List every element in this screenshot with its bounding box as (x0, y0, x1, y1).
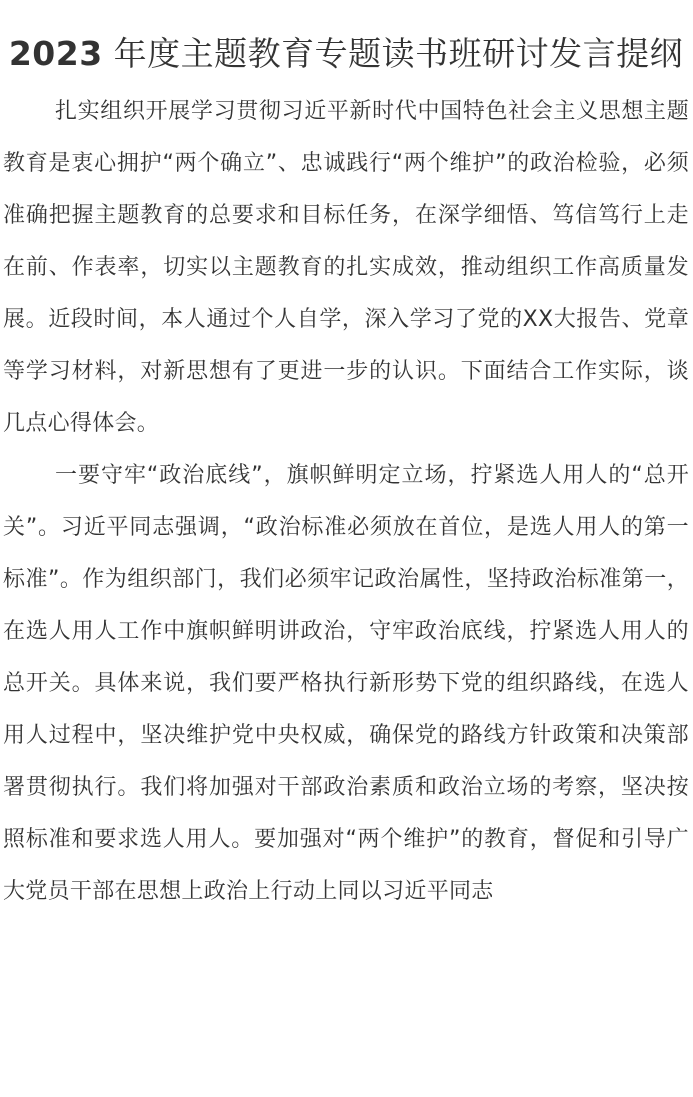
paragraph-point-one: 一要守牢“政治底线”，旗帜鲜明定立场，拧紧选人用人的“总开关”。习近平同志强调，“政治标准必须放在首位，是选人用人的第一标准”。作为组织部门，我们必须牢记政治属性，坚持政治标准第一，在选人用人工作中旗帜鲜明讲政治，守牢政治底线，拧紧选人用人的总开关。具体来说，我们要严格执行新形势下党的组织路线，在选人用人过程中，坚决维护党中央权威，确保党的路线方针政策和决策部署贯彻执行。我们将加强对干部政治素质和政治立场的考察，坚决按照标准和要求选人用人。要加强对“两个维护”的教育，督促和引导广大党员干部在思想上政治上行动上同以习近平同志 (3, 463, 689, 904)
title-text: 年度主题教育专题读书班研讨发言提纲 (113, 34, 684, 73)
paragraph-intro: 扎实组织开展学习贯彻习近平新时代中国特色社会主义思想主题教育是衷心拥护“两个确立”、忠诚践行“两个维护”的政治检验，必须准确把握主题教育的总要求和目标任务，在深学细悟、笃信笃行上走在前、作表率，切实以主题教育的扎实成效，推动组织工作高质量发展。近段时间，本人通过个人自学，深入学习了党的XX大报告、党章等学习材料，对新思想有了更进一步的认识。下面结合工作实际，谈几点心得体会。 (3, 99, 689, 436)
document-title (3, 0, 689, 80)
document-body (3, 86, 689, 918)
title-year: 2023 (8, 34, 103, 73)
